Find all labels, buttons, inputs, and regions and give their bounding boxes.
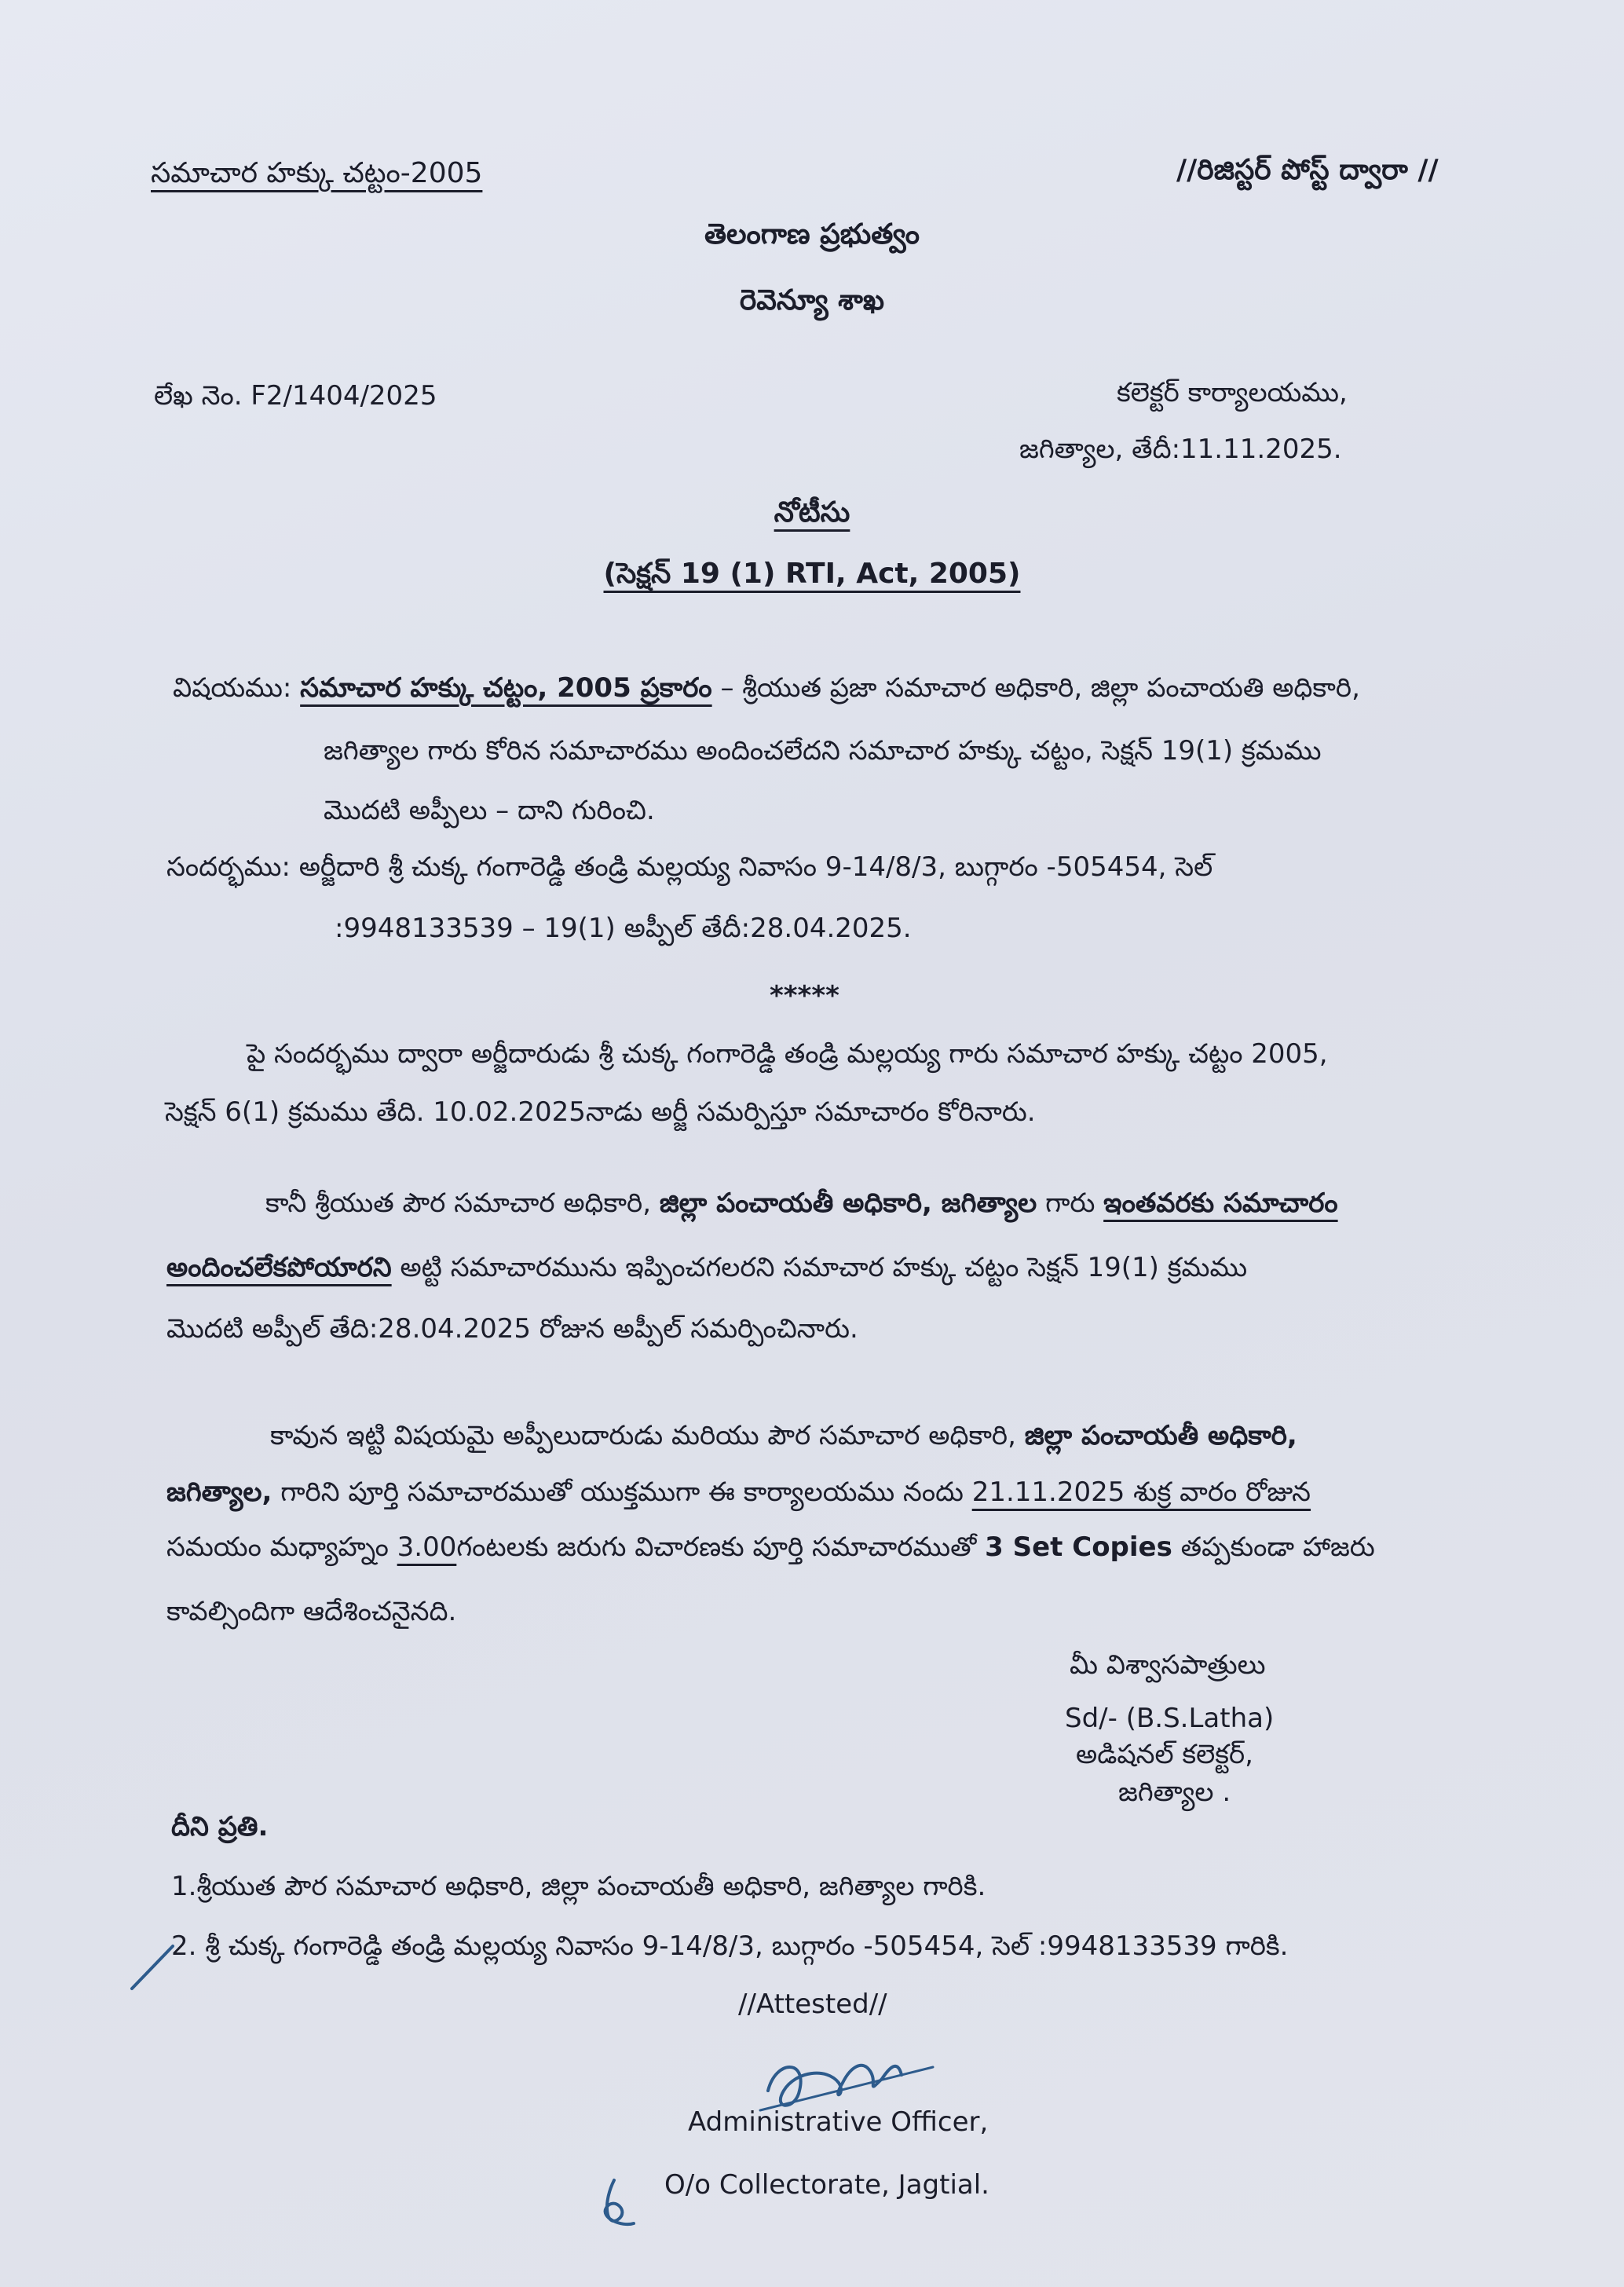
para2-emphasis-2: అందించలేకపోయారని	[166, 1252, 392, 1283]
signature-place: జగిత్యాల .	[1118, 1777, 1231, 1808]
set-copies: 3 Set Copies	[985, 1531, 1172, 1563]
para3-line-1	[270, 1420, 1297, 1458]
para2-text-b: అట్టి సమాచారమును ఇప్పించగలరని సమాచార హక్కు చట్టం సెక్షన్ 19(1) క్రమము	[391, 1252, 1248, 1283]
para1-line-2: సెక్షన్ 6(1) క్రమము తేది. 10.02.2025నాడు అర్జీ సమర్పిస్తూ సమాచారం కోరినారు.	[165, 1096, 1036, 1128]
para3-line-3	[166, 1531, 1375, 1569]
designation: అడిషనల్ కలెక్టర్,	[1076, 1739, 1253, 1770]
para3-text-d: గంటలకు జరుగు విచారణకు పూర్తి సమాచారముతో	[456, 1531, 986, 1563]
subject-label: విషయము:	[173, 672, 292, 704]
subject-act-reference: సమాచార హక్కు చట్టం, 2005 ప్రకారం	[300, 672, 712, 704]
para3-officer: జిల్లా పంచాయతీ అధికారి,	[1024, 1420, 1297, 1451]
department-name: రెవెన్యూ శాఖ	[739, 284, 885, 317]
letter-number: లేఖ నెం. F2/1404/2025	[154, 380, 437, 412]
subject-line-2: జగిత్యాల గారు కోరిన సమాచారము అందించలేదని సమాచార హక్కు చట్టం, సెక్షన్ 19(1) క్రమము	[324, 735, 1322, 767]
para2-text-c: గారు	[1037, 1187, 1104, 1219]
para3-text-b: గారిని పూర్తి సమాచారముతో యుక్తముగా ఈ కార్యాలయము నందు	[272, 1476, 972, 1508]
place-date: జగిత్యాల, తేదీ:11.11.2025.	[1019, 434, 1342, 465]
para3-place: జగిత్యాల,	[166, 1476, 272, 1508]
office-name: కలెక్టర్ కార్యాలయము,	[1117, 377, 1348, 408]
hearing-time: 3.00	[397, 1531, 457, 1563]
copy-item-2: 2. శ్రీ చుక్క గంగారెడ్డి తండ్రి మల్లయ్య నివాసం 9-14/8/3, బుగ్గారం -505454, సెల్ :9948133539 గారికి.	[171, 1930, 1289, 1962]
attested-label: //Attested//	[738, 1989, 887, 2020]
separator: *****	[770, 980, 839, 1012]
para2-text-a: కానీ శ్రీయుత పౌర సమాచార అధికారి,	[265, 1187, 660, 1219]
signed-by: Sd/- (B.S.Latha)	[1065, 1703, 1275, 1734]
para2-line-1	[265, 1187, 1338, 1225]
notice-title: నోటీసు	[774, 496, 850, 529]
tick-mark-icon	[126, 1940, 181, 1995]
hearing-date: 21.11.2025 శుక్ర వారం రోజున	[971, 1476, 1311, 1508]
para2-line-2	[166, 1252, 1247, 1290]
para3-line-2	[166, 1476, 1311, 1514]
registered-post-note: //రిజిస్టర్ పోస్ట్ ద్వారా //	[1176, 154, 1439, 186]
para2-emphasis-1: ఇంతవరకు సమాచారం	[1103, 1187, 1338, 1219]
initials-icon	[591, 2172, 646, 2235]
copy-item-1: 1.శ్రీయుత పౌర సమాచార అధికారి, జిల్లా పంచాయతీ అధికారి, జగిత్యాల గారికి.	[171, 1871, 986, 1902]
reference-line-2: :9948133539 – 19(1) అప్పీల్ తేదీ:28.04.2025.	[335, 913, 912, 944]
notice-section: (సెక్షన్ 19 (1) RTI, Act, 2005)	[603, 558, 1021, 590]
government-name: తెలంగాణ ప్రభుత్వం	[704, 218, 920, 251]
attesting-officer: Administrative Officer,	[688, 2106, 989, 2138]
para3-text-c: సమయం మధ్యాహ్నం	[166, 1531, 397, 1563]
para2-line-3: మొదటి అప్పీల్ తేది:28.04.2025 రోజున అప్పీల్ సమర్పించినారు.	[166, 1313, 858, 1345]
attesting-office: O/o Collectorate, Jagtial.	[664, 2169, 989, 2201]
subject-line-3: మొదటి అప్పీలు – దాని గురించి.	[324, 795, 655, 826]
copy-heading: దీని ప్రతి.	[171, 1811, 269, 1842]
para3-text-a: కావున ఇట్టి విషయమై అప్పీలుదారుడు మరియు పౌర సమాచార అధికారి,	[270, 1420, 1025, 1451]
para3-text-e: తప్పకుండా హాజరు	[1172, 1531, 1375, 1563]
subject-line-1	[173, 672, 1360, 710]
subject-text-1: – శ్రీయుత ప్రజా సమాచార అధికారి, జిల్లా పంచాయతి అధికారి,	[711, 672, 1360, 704]
act-title: సమాచార హక్కు చట్టం-2005	[151, 157, 483, 189]
para2-officer: జిల్లా పంచాయతీ అధికారి, జగిత్యాల	[659, 1187, 1037, 1219]
reference-line-1: సందర్భము: అర్జీదారి శ్రీ చుక్క గంగారెడ్డి తండ్రి మల్లయ్య నివాసం 9-14/8/3, బుగ్గారం -505454, సెల్	[166, 851, 1213, 883]
para3-line-4: కావల్సిందిగా ఆదేశించనైనది.	[166, 1596, 457, 1627]
para1-line-1: పై సందర్భము ద్వారా అర్జీదారుడు శ్రీ చుక్క గంగారెడ్డి తండ్రి మల్లయ్య గారు సమాచార హక్కు చట్టం 2005,	[247, 1038, 1328, 1070]
closing: మీ విశ్వాసపాత్రులు	[1070, 1649, 1266, 1681]
